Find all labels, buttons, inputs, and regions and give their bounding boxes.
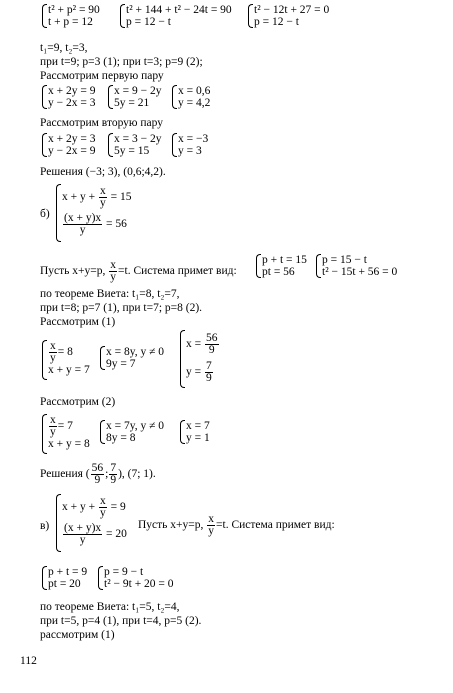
brace <box>180 330 185 388</box>
sol-text: Решения ( <box>40 468 90 480</box>
equation: p = 12 − t <box>126 16 171 28</box>
sub-text: Пусть x+y=p, <box>138 519 204 532</box>
brace <box>256 254 261 278</box>
equation: x + y = 7 <box>48 364 90 376</box>
brace <box>42 133 47 157</box>
equation: 5y = 15 <box>114 145 150 157</box>
equation: t² − 9t + 20 = 0 <box>104 578 174 590</box>
sub-text: =t. Система примет вид: <box>118 265 237 278</box>
brace <box>56 494 61 552</box>
equation-rhs: = 7 <box>57 420 73 432</box>
numerator: 56 <box>206 331 218 344</box>
top-system-2 <box>120 4 232 28</box>
pair2-system-2 <box>108 133 161 157</box>
equation: y − 2x = 3 <box>48 97 96 109</box>
equation: pt = 56 <box>262 266 295 278</box>
heading-second-pair: Рассмотрим вторую пару <box>40 117 163 129</box>
brace <box>100 420 105 444</box>
equation: t + p = 12 <box>48 16 93 28</box>
equation: y = 1 <box>186 432 210 444</box>
brace <box>98 566 103 590</box>
denominator: y <box>79 223 86 236</box>
vieta-b: по теореме Виета: t₁=8, t₂=7, <box>40 288 180 300</box>
brace <box>108 133 113 157</box>
fraction <box>109 463 117 486</box>
consider-2: Рассмотрим (2) <box>40 396 116 408</box>
equation: x = 7 <box>186 420 210 432</box>
brace <box>316 254 321 278</box>
consider-v: рассмотрим (1) <box>40 629 115 641</box>
substitution-b <box>40 260 237 283</box>
denominator: y <box>79 533 86 546</box>
denominator: 9 <box>206 371 212 384</box>
v-system <box>56 494 127 552</box>
pairs-v: при t=5, p=4 (1), при t=4, p=5 (2). <box>40 615 202 627</box>
pair1-system-2 <box>108 85 161 109</box>
brace <box>172 133 177 157</box>
equation: x + 2y = 3 <box>48 133 96 145</box>
equation: x + 2y = 9 <box>48 85 96 97</box>
brace <box>100 346 105 370</box>
denominator: y <box>99 506 106 519</box>
fraction <box>205 333 219 356</box>
sub-text: =t. Система примет вид: <box>216 519 335 532</box>
v-row1-pre: x + y + <box>62 501 96 513</box>
v-new-system-1 <box>42 566 87 590</box>
brace <box>120 4 125 28</box>
equation: 5y = 21 <box>114 97 150 109</box>
pair2-system-1 <box>42 133 95 157</box>
equation: y = 3 <box>178 145 202 157</box>
v-row1-post: = 9 <box>110 501 126 513</box>
b-new-system-2 <box>316 254 397 278</box>
b-row2-post: = 56 <box>106 218 127 230</box>
equation: t² + 144 + t² − 24t = 90 <box>126 4 232 16</box>
pair2-system-3 <box>172 133 208 157</box>
equation: y = 4,2 <box>178 97 211 109</box>
top-system-3 <box>248 4 329 28</box>
sub-text: Пусть x+y=p, <box>40 265 106 278</box>
numerator: 7 <box>206 359 212 372</box>
b-system <box>56 184 131 242</box>
brace <box>172 85 177 109</box>
equation: p = 12 − t <box>254 16 299 28</box>
part-v-label: в) <box>40 520 50 532</box>
equation: x = 7y, y ≠ 0 <box>106 420 165 432</box>
equation: pt = 20 <box>48 578 81 590</box>
denominator: y <box>110 271 117 283</box>
equation: t² − 12t + 27 = 0 <box>254 4 330 16</box>
pairs-line: при t=9; p=3 (1); при t=3; p=9 (2); <box>40 56 203 68</box>
fraction <box>205 361 213 384</box>
vieta-v: по теореме Виета: t₁=5, t₂=4, <box>40 601 180 613</box>
denominator: 9 <box>94 473 101 486</box>
denominator: y <box>208 525 215 537</box>
fraction <box>91 463 105 486</box>
fraction <box>207 514 215 537</box>
equation: y − 2x = 9 <box>48 145 96 157</box>
pairs-b: при t=8; p=7 (1), при t=7; p=8 (2). <box>40 302 203 314</box>
fraction <box>99 186 107 209</box>
substitution-v <box>138 514 335 537</box>
equation: x = −3 <box>178 133 209 145</box>
equation: p = 9 − t <box>104 566 144 578</box>
numerator: (x + y)x <box>64 521 102 534</box>
top-system-1 <box>42 4 100 28</box>
equation: x = 9 − 2y <box>114 85 162 97</box>
v-new-system-2 <box>98 566 174 590</box>
pair1-system-3 <box>172 85 210 109</box>
c1-system-1 <box>42 340 90 380</box>
numerator: 56 <box>91 461 104 474</box>
brace <box>56 184 61 242</box>
numerator: x <box>208 513 215 525</box>
brace <box>180 420 185 444</box>
brace <box>42 414 47 454</box>
numerator: x <box>99 494 106 507</box>
fraction <box>49 341 57 364</box>
equation: 9y = 7 <box>106 358 136 370</box>
fraction <box>109 260 117 283</box>
numerator: (x + y)x <box>64 211 102 224</box>
brace <box>42 566 47 590</box>
denominator: y <box>50 425 56 438</box>
v-row2-post: = 20 <box>106 528 127 540</box>
heading-first-pair: Рассмотрим первую пару <box>40 70 164 82</box>
fraction <box>99 496 107 519</box>
numerator: x <box>99 184 106 197</box>
brace <box>248 4 253 28</box>
denominator: y <box>99 196 106 209</box>
equation: 8y = 8 <box>106 432 136 444</box>
denominator: y <box>50 351 56 364</box>
page-number: 112 <box>20 655 37 667</box>
equation: x = 0,6 <box>178 85 211 97</box>
brace <box>108 85 113 109</box>
equation: x = 8y, y ≠ 0 <box>106 346 165 358</box>
c1-system-2 <box>100 346 164 370</box>
c1-system-3: x = $\frac{56}{9}$ y = $\frac{7}{9}$ <box>180 330 220 388</box>
numerator: 7 <box>110 461 117 474</box>
equation: t² + p² = 90 <box>48 4 100 16</box>
b-row1-pre: x + y + <box>62 191 96 203</box>
c2-system-3 <box>180 420 210 444</box>
equation: p + t = 9 <box>48 566 88 578</box>
solutions-b: Решения ( $\frac{56}{9}$ ; $\frac{7}{9}$ ), (7; 1). <box>40 461 156 486</box>
equation: t² − 15t + 56 = 0 <box>322 266 398 278</box>
solutions-a: Решения (−3; 3), (0,6;4,2). <box>40 166 166 178</box>
pair1-system-1 <box>42 85 95 109</box>
equation: p + t = 15 <box>262 254 307 266</box>
equation: x + y = 8 <box>48 438 90 450</box>
b-row1-post: = 15 <box>110 191 132 203</box>
denominator: 9 <box>208 343 215 356</box>
equation: p = 15 − t <box>322 254 367 266</box>
equation-rhs: = 8 <box>57 346 73 358</box>
consider-1: Рассмотрим (1) <box>40 316 116 328</box>
brace <box>42 4 47 28</box>
fraction <box>63 213 102 236</box>
fraction <box>49 415 57 438</box>
brace <box>42 340 47 380</box>
c2-system-2 <box>100 420 164 444</box>
b-new-system-1 <box>256 254 307 278</box>
numerator: x <box>110 259 117 271</box>
c2-system-1 <box>42 414 90 454</box>
denominator: 9 <box>110 473 117 486</box>
part-b-label: б) <box>40 208 50 220</box>
brace <box>42 85 47 109</box>
numerator: x <box>50 413 56 426</box>
sol-text: ), (7; 1). <box>118 468 156 480</box>
fraction <box>63 523 102 546</box>
equation: x = 3 − 2y <box>114 133 162 145</box>
roots-line: t₁=9, t₂=3, <box>40 42 88 54</box>
numerator: x <box>50 339 56 352</box>
